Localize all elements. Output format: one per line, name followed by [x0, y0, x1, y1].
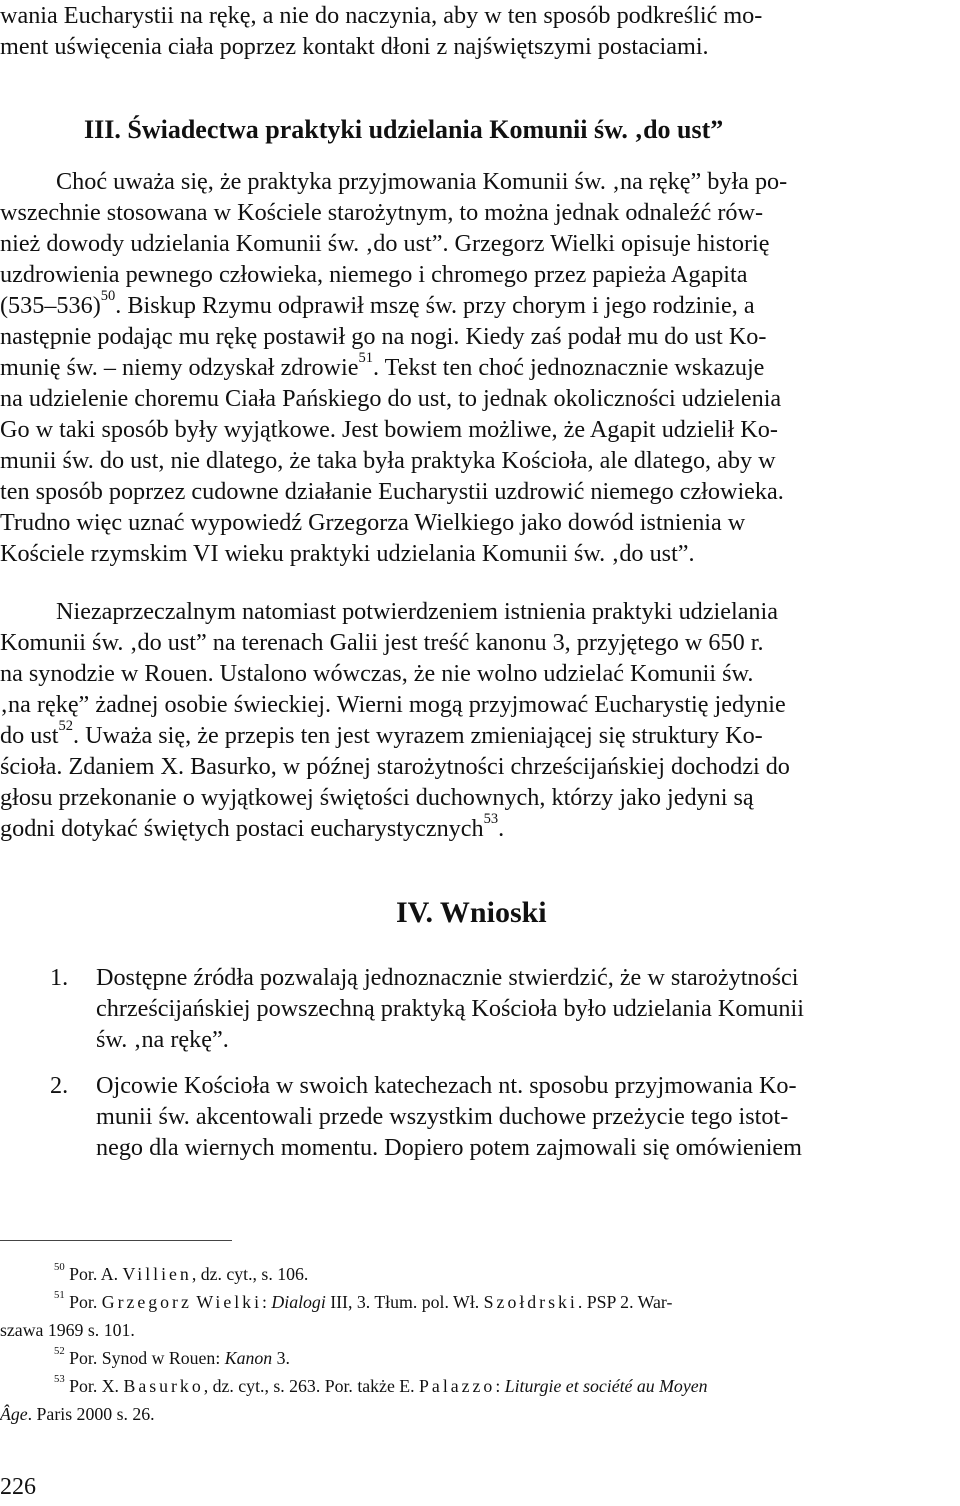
text-span: . Biskup Rzymu odprawił mszę św. przy chorym i jego rodzinie, a — [115, 292, 755, 319]
text-span: godni dotykać świętych postaci eucharystycznych — [0, 815, 484, 842]
text-span: III, 3. Tłum. pol. Wł. — [325, 1292, 484, 1312]
text-line: ten sposób poprzez cudowne działanie Eucharystii uzdrowić niemego człowieka. — [0, 478, 784, 505]
text-line: ment uświęcenia ciała poprzez kontakt dłoni z najświętszymi postaciami. — [0, 33, 709, 60]
text-line: Choć uważa się, że praktyka przyjmowania Komunii św. ‚na rękę” była po- — [56, 168, 788, 195]
footnote-ref-51[interactable]: 51 — [358, 350, 373, 367]
text-line: na udzielenie choremu Ciała Pańskiego do ust, to jednak okoliczności udzielenia — [0, 385, 782, 412]
footnote-ref-52[interactable]: 52 — [58, 718, 73, 735]
text-span: do ust — [0, 722, 59, 749]
text-span: Por. Synod w Rouen: — [69, 1348, 225, 1368]
footnote-53 — [54, 1372, 708, 1397]
list-item — [50, 1072, 797, 1100]
work-title: Kanon — [224, 1348, 273, 1368]
footnote-continuation — [0, 1404, 155, 1425]
text-span: : — [495, 1376, 505, 1396]
text-span: . — [498, 815, 505, 842]
text-line: następnie podając mu rękę postawił go na nogi. Kiedy zaś podał mu do ust Ko- — [0, 323, 767, 350]
text-span: . PSP 2. War- — [577, 1292, 673, 1312]
text-line: nież dowody udzielania Komunii św. ‚do ust”. Grzegorz Wielki opisuje historię — [0, 230, 770, 257]
text-span: munię św. – niemy odzyskał zdrowie — [0, 354, 359, 381]
footnote-number: 51 — [54, 1288, 65, 1301]
text-line: Kościele rzymskim VI wieku praktyki udzielania Komunii św. ‚do ust”. — [0, 540, 695, 567]
text-span: 3. — [272, 1348, 290, 1368]
footnote-separator — [0, 1240, 232, 1241]
list-item — [50, 964, 798, 992]
text-span: , dz. cyt., s. 263. Por. także E. — [203, 1376, 420, 1396]
text-span: . Uważa się, że przepis ten jest wyrazem zmieniającej się struktury Ko- — [72, 722, 763, 749]
footnote-ref-53[interactable]: 53 — [483, 811, 499, 828]
work-title: Liturgie et société au Moyen — [504, 1376, 708, 1396]
text-span: . Tekst ten choć jednoznacznie wskazuje — [373, 354, 765, 381]
author-name: Palazzo — [419, 1376, 496, 1396]
text-span: . Paris 2000 s. 26. — [27, 1404, 155, 1424]
work-title: Âge — [0, 1404, 28, 1424]
footnote-number: 53 — [54, 1372, 65, 1385]
text-line: nego dla wiernych momentu. Dopiero potem zajmowali się omówieniem — [96, 1134, 802, 1161]
text-line: uzdrowienia pewnego człowieka, niemego i chromego przez papieża Agapita — [0, 261, 748, 288]
text-span: Por. — [69, 1292, 102, 1312]
text-line: wszechnie stosowana w Kościele starożytnym, to można jednak odnaleźć rów- — [0, 199, 763, 226]
work-title: Dialogi — [271, 1292, 326, 1312]
footnote-number: 50 — [54, 1260, 65, 1273]
text-span: Ojcowie Kościoła w swoich katechezach nt. sposobu przyjmowania Ko- — [96, 1072, 797, 1099]
text-line: głosu przekonanie o wyjątkowej świętości duchownych, którzy jako jedyni są — [0, 784, 754, 811]
text-span: , dz. cyt., s. 106. — [191, 1264, 309, 1284]
footnote-continuation: szawa 1969 s. 101. — [0, 1320, 135, 1340]
text-line — [0, 288, 755, 320]
text-line — [0, 718, 763, 750]
text-line: Go w taki sposób były wyjątkowe. Jest bowiem możliwe, że Agapit udzielił Ko- — [0, 416, 778, 443]
text-line: chrześcijańskiej powszechną praktyką Kościoła było udzielania Komunii — [96, 995, 804, 1022]
text-span: (535–536) — [0, 292, 101, 319]
text-span: Por. A. — [69, 1264, 123, 1284]
text-span: Dostępne źródła pozwalają jednoznacznie stwierdzić, że w starożytności — [96, 964, 799, 991]
text-line: Komunii św. ‚do ust” na terenach Galii jest treść kanonu 3, przyjętego w 650 r. — [0, 629, 764, 656]
footnote-52 — [54, 1344, 290, 1369]
text-span: Por. X. — [69, 1376, 124, 1396]
section-heading: III. Świadectwa praktyki udzielania Komunii św. ‚do ust” — [84, 115, 724, 144]
list-number: 1. — [50, 964, 69, 991]
list-number: 2. — [50, 1072, 69, 1099]
footnote-50 — [54, 1260, 309, 1285]
text-line: św. ‚na rękę”. — [96, 1026, 229, 1053]
text-line — [0, 811, 505, 843]
text-line: munii św. do ust, nie dlatego, że taka była praktyka Kościoła, ale dlatego, aby w — [0, 447, 776, 474]
text-line — [0, 350, 765, 382]
text-line: munii św. akcentowali przede wszystkim duchowe przeżycie tego istot- — [96, 1103, 789, 1130]
footnote-number: 52 — [54, 1344, 65, 1357]
page-number: 226 — [0, 1474, 36, 1500]
author-name: Basurko — [123, 1376, 204, 1396]
author-name: Wielki — [196, 1292, 263, 1312]
author-name: Grzegorz — [101, 1292, 192, 1312]
footnote-ref-50[interactable]: 50 — [100, 288, 116, 305]
section-heading: IV. Wnioski — [396, 896, 547, 929]
translator-name: Szołdrski — [483, 1292, 578, 1312]
text-span: : — [262, 1292, 272, 1312]
author-name: Villien — [122, 1264, 192, 1284]
text-line: na synodzie w Rouen. Ustalono wówczas, że nie wolno udzielać Komunii św. — [0, 660, 754, 687]
text-line: Trudno więc uznać wypowiedź Grzegorza Wielkiego jako dowód istnienia w — [0, 509, 746, 536]
footnote-51 — [54, 1288, 673, 1313]
text-line: Niezaprzeczalnym natomiast potwierdzeniem istnienia praktyki udzielania — [56, 598, 778, 625]
text-line: ‚na rękę” żadnej osobie świeckiej. Wierni mogą przyjmować Eucharystię jedynie — [0, 691, 786, 718]
text-line: wania Eucharystii na rękę, a nie do naczynia, aby w ten sposób podkreślić mo- — [0, 2, 763, 29]
text-line: ścioła. Zdaniem X. Basurko, w późnej starożytności chrześcijańskiej dochodzi do — [0, 753, 790, 780]
